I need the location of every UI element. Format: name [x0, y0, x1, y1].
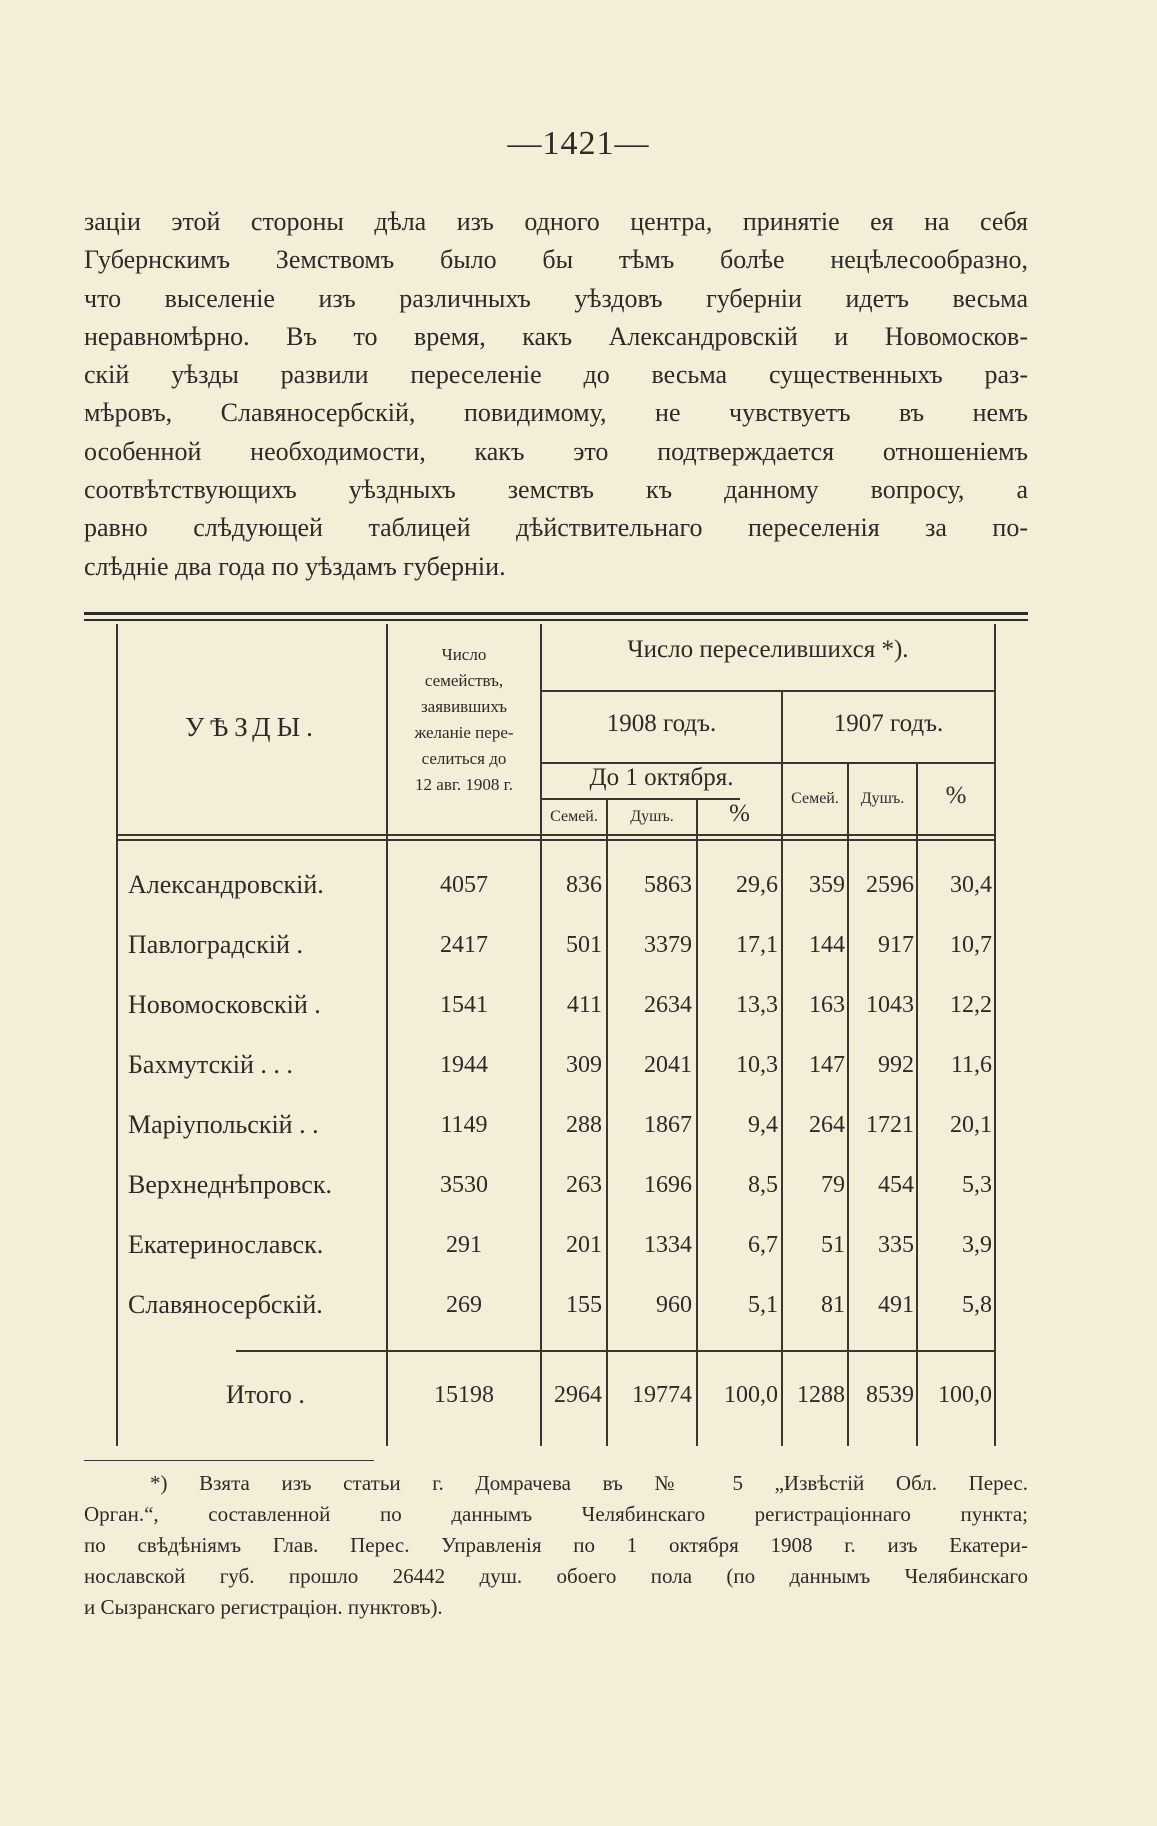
paragraph-line: Губернскимъ Земствомъ было бы тѣмъ болѣе нецѣлесообразно, [84, 245, 1028, 275]
cell-s1907: 8539 [866, 1382, 914, 1408]
footnote-line: нославской губ. прошло 26442 душ. обоего пола (по даннымъ Челябинскаго [84, 1564, 1028, 1588]
cell-declared: 1149 [440, 1112, 488, 1138]
cell-s1908: 1867 [644, 1112, 692, 1138]
district-name: Павлоградскій . [128, 930, 303, 959]
cell-f1908: 288 [566, 1112, 602, 1138]
cell-f1908: 2964 [554, 1382, 602, 1408]
footnote [84, 1468, 1028, 1623]
cell-f1908: 836 [566, 872, 602, 898]
cell-f1907: 264 [809, 1112, 845, 1138]
header-resettled: Число переселившихся *). [627, 636, 909, 663]
cell-f1907: 51 [821, 1232, 845, 1258]
total-separator [236, 1350, 994, 1352]
paragraph-line: соотвѣтствующихъ уѣздныхъ земствъ къ данному вопросу, а [84, 475, 1028, 505]
cell-s1908: 1696 [644, 1172, 692, 1198]
cell-f1908: 501 [566, 932, 602, 958]
footnote-line: Орган.“, составленной по даннымъ Челябинскаго регистраціоннаго пункта; [84, 1502, 1028, 1526]
paragraph-line: неравномѣрно. Въ то время, какъ Александровскій и Новомосков- [84, 321, 1028, 351]
cell-f1907: 1288 [797, 1382, 845, 1408]
page-number: —1421— [507, 125, 650, 162]
cell-f1908: 155 [566, 1292, 602, 1318]
header-sub-families: Семей. [550, 808, 598, 825]
table-right-border [994, 624, 996, 1446]
cell-declared: 269 [446, 1292, 482, 1318]
district-name: Екатеринославск. [128, 1230, 324, 1259]
cell-declared: 291 [446, 1232, 482, 1258]
cell-s1907: 335 [878, 1232, 914, 1258]
header-until-october: До 1 октября. [589, 764, 734, 791]
body-paragraph [84, 203, 1028, 586]
cell-declared: 15198 [434, 1382, 494, 1408]
header-bottom-line [116, 834, 994, 836]
cell-s1908: 2634 [644, 992, 692, 1018]
cell-s1908: 2041 [644, 1052, 692, 1078]
header-line [542, 690, 994, 692]
header-sub-souls: Душъ. [860, 790, 905, 807]
cell-s1907: 454 [878, 1172, 914, 1198]
header-families-line: желаніе пере- [414, 723, 514, 742]
cell-s1907: 1721 [866, 1112, 914, 1138]
table-top-rule-thin [84, 619, 1028, 621]
footnote-line: *) Взята изъ статьи г. Домрачева въ № 5 „Извѣстій Обл. Перес. [150, 1471, 1028, 1495]
header-families-line: заявившихъ [420, 697, 508, 716]
district-name: Итого . [226, 1380, 305, 1409]
district-name: Александровскій. [128, 870, 324, 899]
cell-s1908: 1334 [644, 1232, 692, 1258]
cell-p1908: 29,6 [736, 872, 778, 898]
cell-p1907: 3,9 [962, 1232, 992, 1258]
cell-p1908: 6,7 [748, 1232, 778, 1258]
cell-p1907: 12,2 [950, 992, 992, 1018]
cell-p1907: 100,0 [938, 1382, 992, 1408]
col-divider [540, 624, 542, 1446]
cell-p1907: 5,8 [962, 1292, 992, 1318]
header-families-line: 12 авг. 1908 г. [415, 775, 513, 794]
header-uezdy: УѢЗДЫ. [185, 712, 319, 742]
header-families-line: селиться до [421, 749, 507, 768]
cell-f1907: 79 [821, 1172, 845, 1198]
district-name: Маріупольскій . . [128, 1110, 319, 1139]
header-sub-pct: % [945, 782, 967, 809]
cell-p1908: 17,1 [736, 932, 778, 958]
cell-p1908: 9,4 [748, 1112, 778, 1138]
header-families-line: семействъ, [424, 671, 504, 690]
footnote-line: по свѣдѣніямъ Глав. Перес. Управленія по 1 октября 1908 г. изъ Екатери- [84, 1533, 1028, 1557]
paragraph-line: заціи этой стороны дѣла изъ одного центра, принятіе ея на себя [84, 207, 1028, 236]
header-families-line: Число [441, 645, 487, 664]
cell-declared: 2417 [440, 932, 488, 958]
cell-p1908: 10,3 [736, 1052, 778, 1078]
footnote-line: и Сызранскаго регистраціон. пунктовъ). [84, 1595, 443, 1619]
paragraph-line: мѣровъ, Славяносербскій, повидимому, не чувствуетъ въ немъ [84, 398, 1028, 428]
cell-f1907: 147 [809, 1052, 845, 1078]
cell-s1907: 992 [878, 1052, 914, 1078]
cell-p1908: 100,0 [724, 1382, 778, 1408]
cell-s1908: 960 [656, 1292, 692, 1318]
header-sub-families: Семей. [791, 790, 839, 807]
paragraph-line: равно слѣдующей таблицей дѣйствительнаго переселенія за по- [84, 513, 1028, 543]
header-year-1908: 1908 годъ. [606, 710, 717, 737]
cell-s1907: 2596 [866, 872, 914, 898]
cell-p1907: 10,7 [950, 932, 992, 958]
district-name: Новомосковскій . [128, 990, 321, 1019]
cell-s1907: 1043 [866, 992, 914, 1018]
paragraph-line: слѣдніе два года по уѣздамъ губерніи. [84, 551, 506, 581]
cell-s1908: 19774 [632, 1382, 692, 1408]
cell-p1907: 20,1 [950, 1112, 992, 1138]
cell-s1908: 5863 [644, 872, 692, 898]
cell-p1907: 5,3 [962, 1172, 992, 1198]
header-year-1907: 1907 годъ. [833, 710, 944, 737]
cell-f1907: 359 [809, 872, 845, 898]
cell-f1907: 144 [809, 932, 845, 958]
cell-f1907: 81 [821, 1292, 845, 1318]
header-sub-pct: % [729, 800, 750, 827]
resettlement-table [84, 612, 1028, 1452]
table-top-rule [84, 612, 1028, 615]
cell-s1907: 917 [878, 932, 914, 958]
cell-declared: 1944 [440, 1052, 488, 1078]
header-families [388, 642, 540, 798]
cell-f1908: 263 [566, 1172, 602, 1198]
table-left-border [116, 624, 118, 1446]
cell-f1907: 163 [809, 992, 845, 1018]
col-divider [847, 762, 849, 1446]
cell-s1908: 3379 [644, 932, 692, 958]
cell-declared: 4057 [440, 872, 488, 898]
paragraph-line: скій уѣзды развили переселеніе до весьма существенныхъ раз- [84, 360, 1028, 390]
cell-p1907: 11,6 [950, 1052, 992, 1078]
cell-p1908: 5,1 [748, 1292, 778, 1318]
col-divider [916, 762, 918, 1446]
cell-declared: 3530 [440, 1172, 488, 1198]
district-name: Верхнеднѣпровск. [128, 1170, 332, 1199]
cell-p1908: 13,3 [736, 992, 778, 1018]
col-divider [696, 798, 698, 1446]
cell-declared: 1541 [440, 992, 488, 1018]
header-bottom-line [116, 839, 994, 841]
cell-p1907: 30,4 [950, 872, 992, 898]
header-sub-souls: Душъ. [630, 808, 674, 825]
paragraph-line: особенной необходимости, какъ это подтверждается отношеніемъ [84, 436, 1028, 466]
footnote-rule [84, 1460, 374, 1461]
cell-s1907: 491 [878, 1292, 914, 1318]
district-name: Бахмутскій . . . [128, 1050, 293, 1079]
col-divider [606, 798, 608, 1446]
cell-f1908: 309 [566, 1052, 602, 1078]
cell-f1908: 411 [566, 992, 602, 1018]
cell-f1908: 201 [566, 1232, 602, 1258]
district-name: Славяносербскій. [128, 1290, 323, 1319]
paragraph-line: что выселеніе изъ различныхъ уѣздовъ губерніи идетъ весьма [84, 283, 1028, 313]
cell-p1908: 8,5 [748, 1172, 778, 1198]
